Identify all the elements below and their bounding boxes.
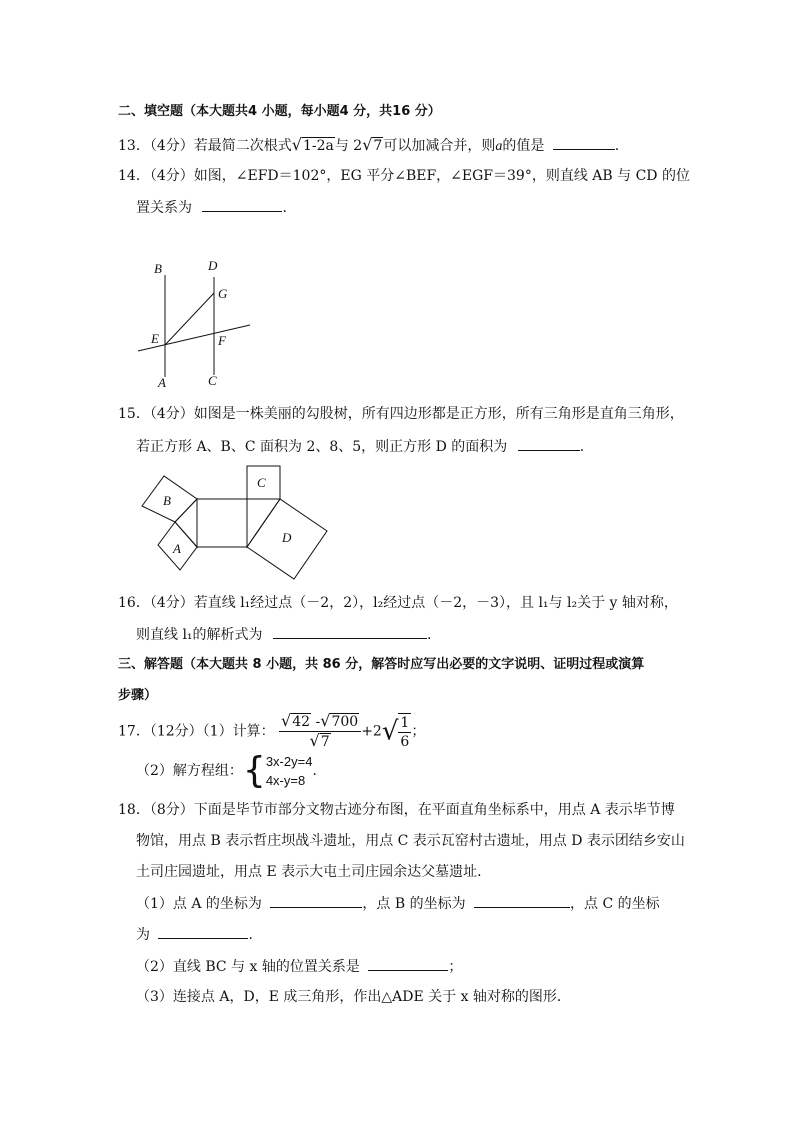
question-16-line-1: [118, 593, 678, 613]
q13-text-1: 若最简二次根式: [193, 138, 292, 154]
radicand-42: 42: [292, 714, 311, 730]
question-17-part-1: [118, 712, 425, 751]
question-18-part-1: [136, 893, 660, 914]
figure-15-pythagoras-tree: [135, 460, 335, 585]
minus-sign: -: [311, 714, 321, 730]
equation-system: [266, 752, 313, 790]
q17-sqrt-fraction: [398, 713, 411, 751]
q13-text-3: 可以加减合并，则: [383, 138, 496, 154]
q17-part2-label: （2）解方程组：: [136, 763, 243, 779]
label-d: D: [208, 258, 218, 273]
q15-text-2: 若正方形 A、B、C 面积为 2、8、5，则正方形 D 的面积为: [136, 439, 508, 455]
triangle-left: [175, 499, 197, 547]
q18-p1-text-d: 为: [136, 927, 150, 943]
segment-eg: [165, 293, 214, 345]
label-f: F: [218, 333, 226, 348]
q13-score: （4分）: [149, 138, 194, 154]
q18-p1-text-a: （1）点 A 的坐标为: [136, 896, 262, 912]
q16-answer-blank[interactable]: [273, 624, 427, 639]
sqrt-sign-icon: √: [362, 135, 373, 154]
q15-number: 15．: [118, 406, 150, 422]
q18-p2-text-a: （2）直线 BC 与 x 轴的位置关系是: [136, 959, 360, 975]
label-e: E: [151, 331, 159, 346]
label-a: A: [158, 375, 166, 390]
label-g: G: [218, 286, 228, 301]
question-17-part-2: [136, 752, 317, 790]
q13-text-4: 的值是: [502, 138, 545, 154]
section-header-solutions-2: 步骤）: [118, 688, 158, 703]
plus-two: +2: [361, 723, 382, 740]
q16-end: .: [427, 627, 432, 643]
q18-answer-blank-b[interactable]: [474, 893, 570, 908]
section-header-solutions-1: 三、解答题（本大题共 8 小题，共 86 分，解答时应写出必要的文字说明、证明过程或演算: [118, 657, 645, 672]
q17-dot: .: [312, 763, 317, 779]
q17-fraction: [279, 712, 361, 751]
label-b: B: [154, 261, 162, 276]
equation-1: 3x-2y=4: [265, 754, 313, 769]
q15-end: .: [579, 439, 585, 455]
q18-p1-text-c: ，点 C 的坐标: [570, 896, 660, 912]
question-18-line-1: [118, 800, 675, 820]
q13-radicand-1: 1-2a: [302, 138, 334, 154]
q14-end: .: [282, 200, 287, 216]
question-13: [118, 135, 619, 157]
question-18-part-1-cont: [136, 924, 253, 945]
q18-number: 18．: [118, 802, 150, 818]
equation-2: 4x-y=8: [265, 773, 306, 788]
label-square-a: A: [173, 541, 181, 556]
question-14-line-2: [136, 197, 287, 218]
question-15-line-1: [118, 404, 684, 424]
q15-text-1: 如图是一株美丽的勾股树，所有四边形都是正方形，所有三角形是直角三角形，: [193, 406, 684, 422]
q13-answer-blank[interactable]: [553, 135, 615, 150]
q13-end: .: [614, 138, 620, 154]
label-c: C: [208, 373, 217, 388]
center-square: [197, 499, 247, 547]
q18-p1-text-b: ，点 B 的坐标为: [362, 896, 466, 912]
q14-score: （4分）: [149, 168, 194, 184]
q16-text-2: 则直线 l₁的解析式为: [136, 627, 263, 643]
label-square-b: B: [163, 493, 171, 508]
question-15-line-2: [136, 436, 584, 457]
q14-text-2: 置关系为: [136, 200, 192, 216]
sqrt-sign-icon: √: [291, 135, 302, 154]
q17-denominator: √7: [309, 731, 330, 750]
q18-answer-blank-a[interactable]: [270, 893, 362, 908]
q14-number: 14．: [118, 168, 150, 184]
question-18-line-2: 物馆，用点 B 表示哲庄坝战斗遗址，用点 C 表示瓦窑村古遗址，用点 D 表示团结乡安山: [136, 833, 685, 849]
q13-text-2: 与 2: [334, 138, 363, 154]
q17-part1-label: （1）计算：: [202, 723, 275, 740]
q18-answer-blank-c[interactable]: [158, 924, 248, 939]
q18-answer-blank-d[interactable]: [368, 956, 448, 971]
figure-14-parallel-lines: [130, 255, 260, 390]
q13-radicand-2: 7: [373, 138, 383, 154]
question-18-line-3: 土司庄园遗址，用点 E 表示大屯土司庄园余达父墓遗址．: [136, 864, 492, 880]
q17-numerator: √42 -√700: [279, 712, 361, 732]
section-header-fill-in: 二、填空题（本大题共4 小题，每小题4 分，共16 分）: [118, 104, 441, 119]
question-18-part-3: （3）连接点 A，D，E 成三角形，作出△ADE 关于 x 轴对称的图形．: [136, 989, 571, 1005]
fraction-one: 1: [400, 714, 410, 731]
q17-semicolon: ；: [411, 723, 426, 740]
q17-number: 17．: [118, 723, 150, 740]
q18-p2-text-b: ；: [448, 959, 463, 975]
q16-number: 16．: [118, 595, 150, 611]
q18-text-1: 下面是毕节市部分文物古迹分布图，在平面直角坐标系中，用点 A 表示毕节博: [193, 802, 675, 818]
question-14-line-1: [118, 166, 690, 186]
q16-score: （4分）: [149, 595, 194, 611]
brace-icon: {: [242, 750, 266, 791]
q14-answer-blank[interactable]: [202, 197, 282, 212]
q15-score: （4分）: [149, 406, 194, 422]
question-16-line-2: [136, 624, 431, 645]
q15-answer-blank[interactable]: [518, 436, 580, 451]
q16-text-1: 若直线 l₁经过点（－2，2），l₂经过点（－2，－3），且 l₁与 l₂关于 y 轴对称，: [193, 595, 678, 611]
fraction-six: 6: [400, 733, 410, 750]
sqrt-sign-icon: √: [381, 716, 399, 747]
radicand-700: 700: [331, 714, 359, 730]
radicand-7: 7: [320, 734, 330, 750]
q13-variable: a: [495, 139, 503, 154]
label-square-c: C: [257, 475, 266, 490]
q14-text-1: 如图，∠EFD＝102°，EG 平分∠BEF，∠EGF＝39°，则直线 AB 与 CD 的位: [193, 168, 690, 184]
q17-score: （12分）: [149, 723, 203, 740]
label-square-d: D: [282, 530, 292, 545]
q13-number: 13．: [118, 138, 150, 154]
q18-p1-text-e: .: [248, 927, 253, 943]
question-18-part-2: [136, 956, 462, 977]
q18-score: （8分）: [149, 802, 194, 818]
